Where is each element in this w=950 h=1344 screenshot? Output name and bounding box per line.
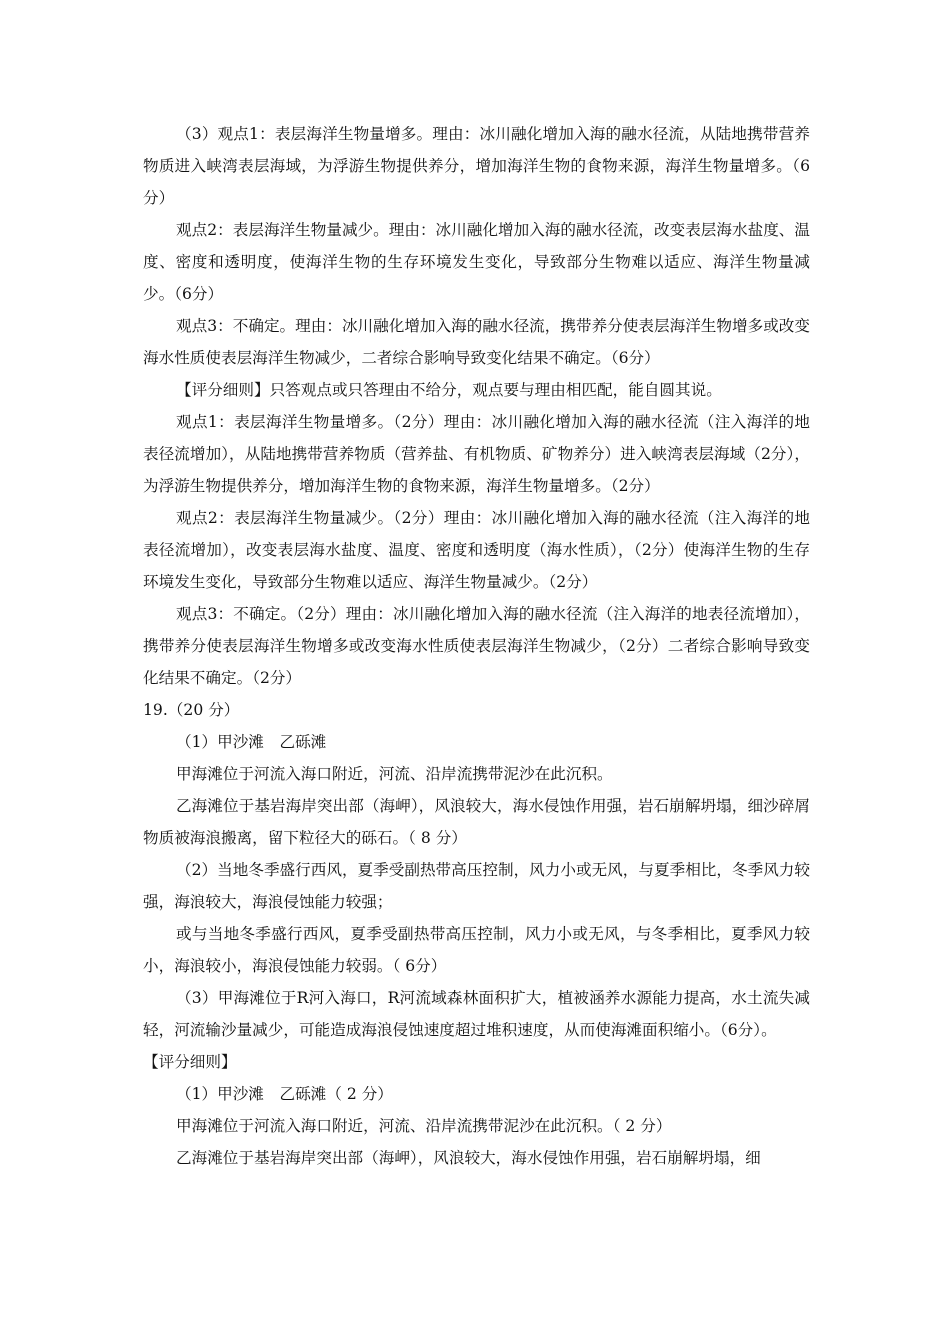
q19-part-2-answer: （2）当地冬季盛行西风，夏季受副热带高压控制，风力小或无风，与夏季相比，冬季风力较强，海浪较大，海浪侵蚀能力较强； (143, 861, 810, 911)
q19-part-1-beach-b: 乙海滩位于基岩海岸突出部（海岬），风浪较大，海水侵蚀作用强，岩石崩解坍塌，细沙碎屑物质被海浪搬离，留下粒径大的砾石。（ 8 分） (143, 797, 810, 847)
answer-3-viewpoint-3: 观点3：不确定。理由：冰川融化增加入海的融水径流，携带养分使表层海洋生物增多或改变海水性质使表层海洋生物减少，二者综合影响导致变化结果不确定。（6分） (143, 317, 810, 367)
scoring-rules-note: 【评分细则】只答观点或只答理由不给分，观点要与理由相匹配，能自圆其说。 (176, 381, 722, 399)
q19-part-1-beach-a: 甲海滩位于河流入海口附近，河流、沿岸流携带泥沙在此沉积。 (176, 765, 613, 783)
scoring-rules-heading: 【评分细则】 (143, 1053, 237, 1071)
q19-part-3-answer: （3）甲海滩位于R河入海口，R河流域森林面积扩大，植被涵养水源能力提高，水土流失减轻，河流输沙量减少，可能造成海浪侵蚀速度超过堆积速度，从而使海滩面积缩小。（6分）。 (143, 989, 810, 1039)
question-19-heading: 19.（20 分） (143, 701, 240, 719)
scoring-viewpoint-3: 观点3：不确定。（2分）理由：冰川融化增加入海的融水径流（注入海洋的地表径流增加），携带养分使表层海洋生物增多或改变海水性质使表层海洋生物减少，（2分）二者综合影响导致变化结果不确定。（2分） (143, 605, 810, 687)
answer-3-viewpoint-1: （3）观点1：表层海洋生物量增多。理由：冰川融化增加入海的融水径流，从陆地携带营养物质进入峡湾表层海域，为浮游生物提供养分，增加海洋生物的食物来源，海洋生物量增多。（6分） (143, 125, 810, 207)
scoring-q19-beach-a: 甲海滩位于河流入海口附近，河流、沿岸流携带泥沙在此沉积。（ 2 分） (176, 1117, 672, 1135)
scoring-q19-part-1: （1）甲沙滩 乙砾滩（ 2 分） (176, 1085, 393, 1103)
q19-part-1-answer: （1）甲沙滩 乙砾滩 (176, 733, 327, 751)
scoring-q19-beach-b: 乙海滩位于基岩海岸突出部（海岬），风浪较大，海水侵蚀作用强，岩石崩解坍塌，细 (176, 1149, 761, 1167)
document-page (143, 118, 810, 1174)
scoring-viewpoint-2: 观点2：表层海洋生物量减少。（2分）理由：冰川融化增加入海的融水径流（注入海洋的地表径流增加），改变表层海水盐度、温度、密度和透明度（海水性质），（2分）使海洋生物的生存环境发生变化，导致部分生物难以适应、海洋生物量减少。（2分） (143, 509, 810, 591)
q19-part-2-alternative: 或与当地冬季盛行西风，夏季受副热带高压控制，风力小或无风，与冬季相比，夏季风力较小，海浪较小，海浪侵蚀能力较弱。（ 6分） (143, 925, 810, 975)
scoring-viewpoint-1: 观点1：表层海洋生物量增多。（2分）理由：冰川融化增加入海的融水径流（注入海洋的地表径流增加），从陆地携带营养物质（营养盐、有机物质、矿物养分）进入峡湾表层海域（2分），为浮游生物提供养分，增加海洋生物的食物来源，海洋生物量增多。（2分） (143, 413, 810, 495)
answer-3-viewpoint-2: 观点2：表层海洋生物量减少。理由：冰川融化增加入海的融水径流，改变表层海水盐度、温度、密度和透明度，使海洋生物的生存环境发生变化，导致部分生物难以适应、海洋生物量减少。（6分） (143, 221, 810, 303)
